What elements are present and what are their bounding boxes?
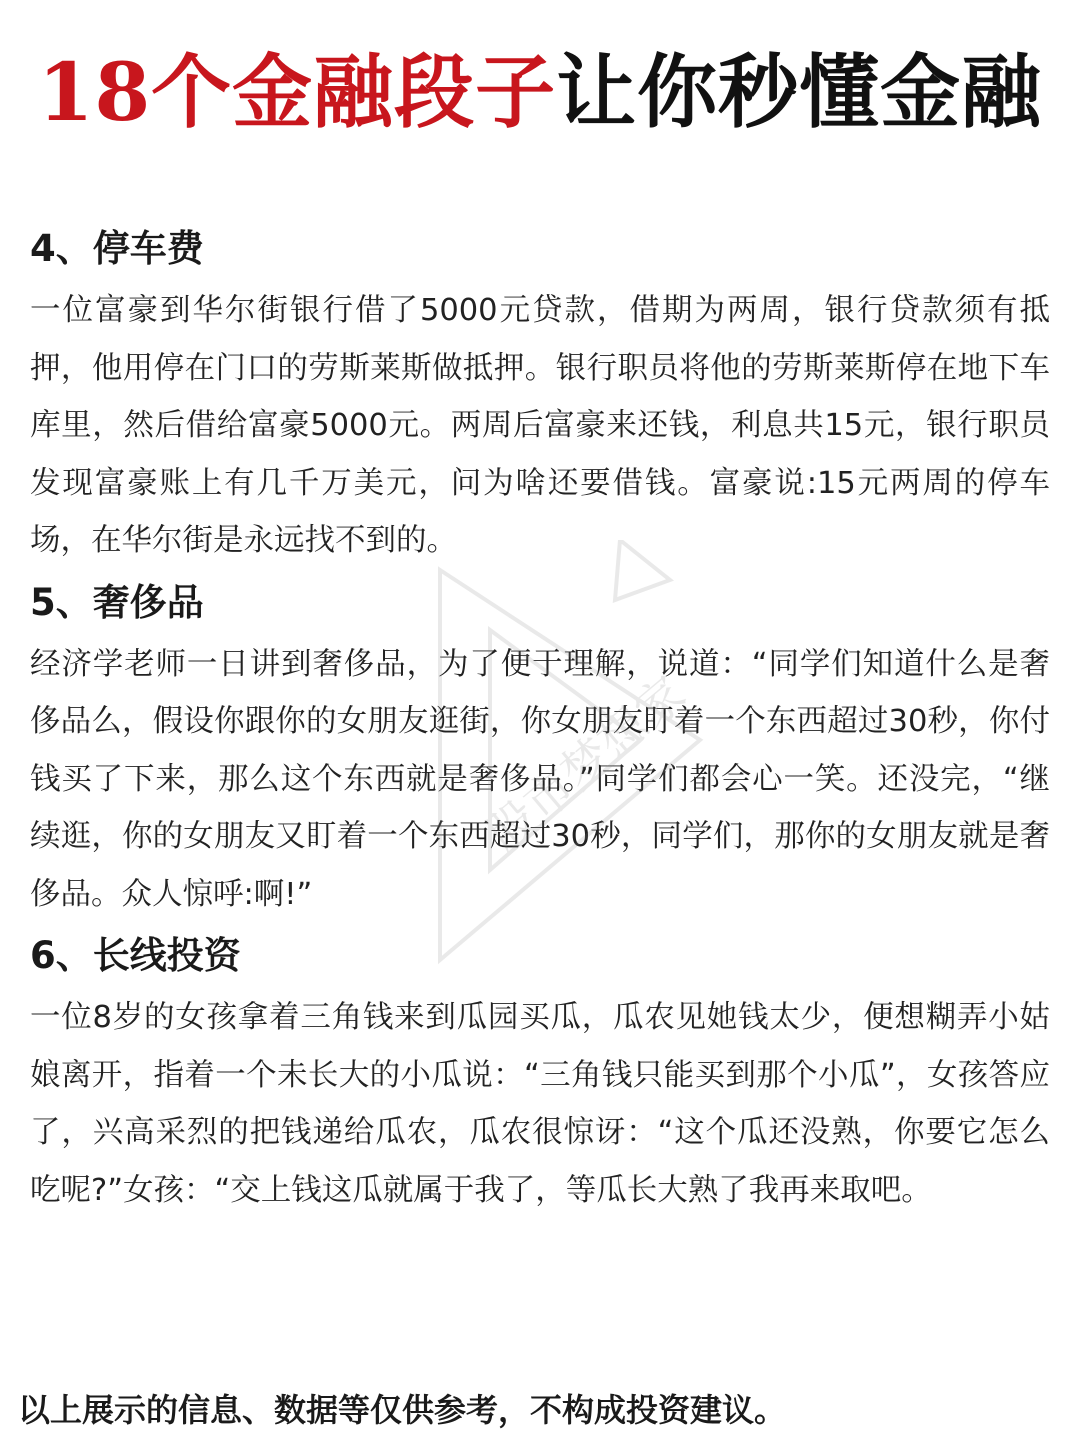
section-paragraph: 经济学老师一日讲到奢侈品，为了便于理解，说道：“同学们知道什么是奢侈品么，假设你跟你的女朋友逛街，你女朋友盯着一个东西超过30秒，你付钱买了下来，那么这个东西就是奢侈品。”同学们都会心一笑。还没完，“继续逛，你的女朋友又盯着一个东西超过30秒，同学们，那你的女朋友就是奢侈品。众人惊呼:啊!” xyxy=(30,646,1050,912)
article-body xyxy=(30,216,1050,1219)
section-long-term-investment xyxy=(30,923,1050,1219)
section-luxury xyxy=(30,570,1050,924)
title-rest: 让你秒懂金融 xyxy=(556,45,1043,139)
watermark-text: 股市梦想家 xyxy=(476,665,697,863)
section-parking-fee xyxy=(30,216,1050,570)
section-heading: 4、停车费 xyxy=(30,227,204,270)
section-paragraph: 一位富豪到华尔街银行借了5000元贷款，借期为两周，银行贷款须有抵押，他用停在门口的劳斯莱斯做抵押。银行职员将他的劳斯莱斯停在地下车库里，然后借给富豪5000元。两周后富豪来还钱，利息共15元，银行职员发现富豪账上有几千万美元，问为啥还要借钱。富豪说:15元两周的停车场，在华尔街是永远找不到的。 xyxy=(30,293,1050,558)
disclaimer-footer: 以上展示的信息、数据等仅供参考，不构成投资建议。 xyxy=(18,1391,787,1429)
section-heading: 6、长线投资 xyxy=(30,934,241,977)
section-heading: 5、奢侈品 xyxy=(30,580,204,624)
page-title xyxy=(0,42,1080,142)
section-paragraph: 一位8岁的女孩拿着三角钱来到瓜园买瓜，瓜农见她钱太少，便想糊弄小姑娘离开，指着一个未长大的小瓜说：“三角钱只能买到那个小瓜”，女孩答应了，兴高采烈的把钱递给瓜农，瓜农很惊讶：“这个瓜还没熟，你要它怎么吃呢?”女孩：“交上钱这瓜就属于我了，等瓜长大熟了我再来取吧。 xyxy=(30,1000,1050,1208)
title-highlight: 18个金融段子 xyxy=(37,45,557,139)
